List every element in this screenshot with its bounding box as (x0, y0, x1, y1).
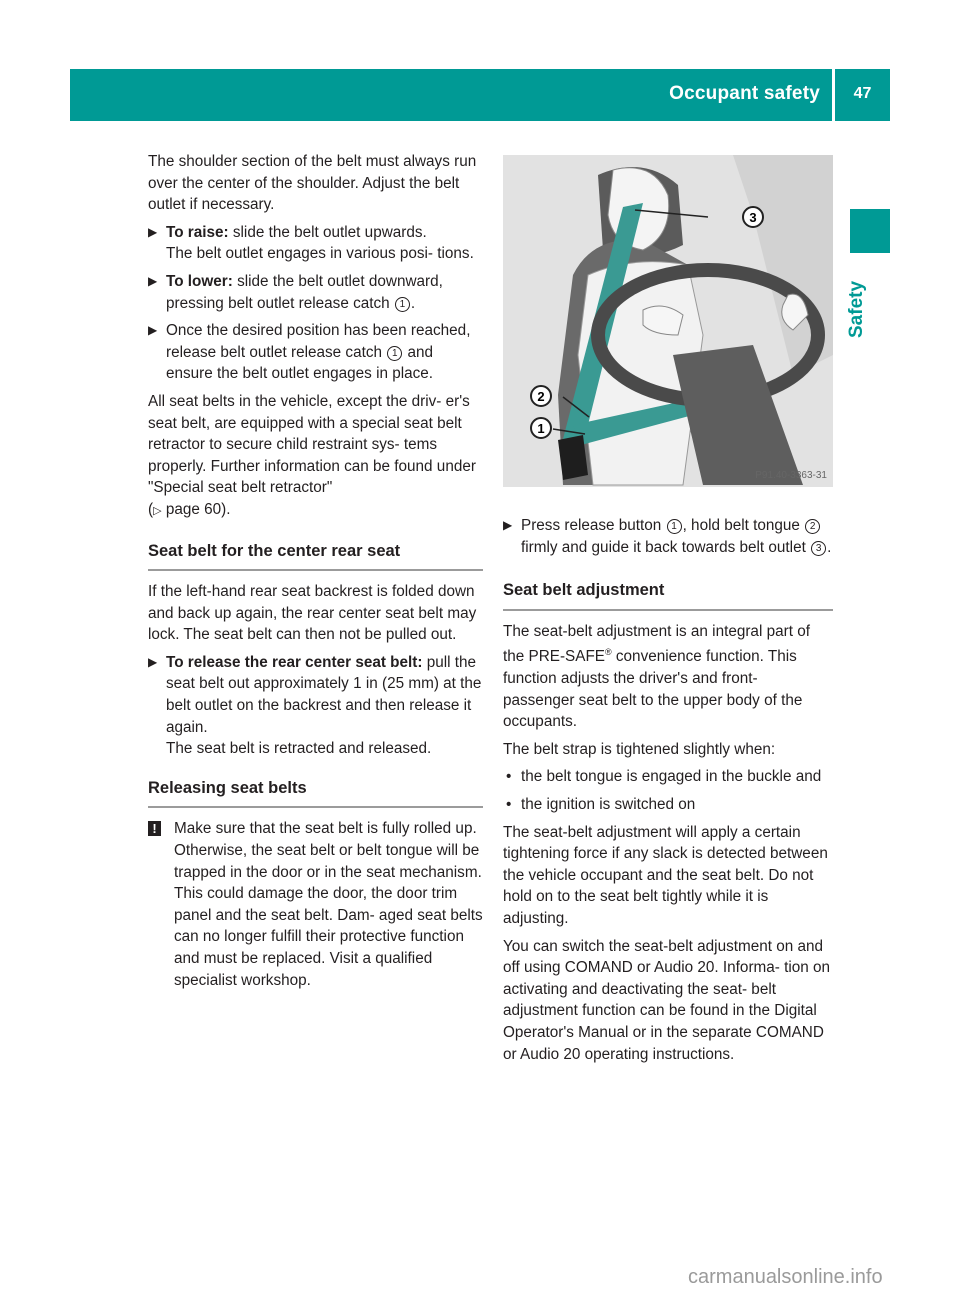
buckle (558, 435, 588, 480)
center-rear-intro: If the left-hand rear seat backrest is folded down and back up again, the rear center seat belt may lock. The seat belt can then not be pulled out. (148, 583, 477, 644)
bullet-item (503, 766, 833, 788)
step-text: , hold belt tongue (682, 517, 805, 534)
step-release-belt (503, 515, 833, 558)
callout-ref-3: 3 (811, 541, 826, 556)
callout-ref-2: 2 (805, 519, 820, 534)
step-text: firmly and guide it back towards belt outlet (521, 538, 811, 556)
step-result: The seat belt is retracted and released. (166, 740, 432, 758)
step-text-end: . (410, 294, 416, 312)
para-text: The seat-belt adjustment is an integral part of the PRE-SAFE (503, 622, 810, 666)
seat-belt-illustration (503, 155, 833, 487)
note-text: All seat belts in the vehicle, except the driv- er's seat belt, are equipped with a special seat belt retractor to secure child restraint sys- tems properly. Further information can be found under "Special seat belt retractor" (148, 392, 476, 497)
callout-2-label: 2 (537, 389, 545, 404)
figure-code: P91.40-3363-31 (755, 470, 827, 481)
bullet-dot-icon: • (506, 768, 512, 786)
callout-1-label: 1 (537, 421, 545, 436)
bullet-text: the belt tongue is engaged in the buckle and (521, 768, 822, 786)
step-label: To lower: (166, 272, 233, 290)
tightened-when: The belt strap is tightened slightly when: (503, 740, 776, 758)
step-text: Once the desired position has been reached, release belt outlet release catch (166, 322, 471, 361)
heading-center-rear-seat: Seat belt for the center rear seat (148, 541, 483, 572)
step-arrow-icon: ▶ (148, 273, 158, 288)
step-arrow-icon: ▶ (148, 323, 158, 338)
left-column (148, 151, 483, 991)
bullet-item (503, 794, 833, 816)
para-text: convenience function. This function adjusts the driver's and front- passenger seat belt to the upper body of the occupants. (503, 648, 803, 731)
heading-seat-belt-adjustment: Seat belt adjustment (503, 580, 833, 611)
section-title-banner (70, 69, 832, 121)
page-ref-link[interactable]: page 60 (165, 500, 222, 518)
step-result: The belt outlet engages in various posi- tions. (166, 245, 474, 263)
adjustment-intro (503, 621, 833, 733)
step-raise (148, 222, 483, 265)
callout-3-label: 3 (749, 210, 757, 225)
warning-exclamation-icon: ! (148, 821, 161, 836)
intro-paragraph: The shoulder section of the belt must always run over the center of the shoulder. Adjust the belt outlet if necessary. (148, 153, 477, 214)
tightening-force-note: The seat-belt adjustment will apply a certain tightening force if any slack is detected between the vehicle occupant and the seat belt. Do not hold on to the seat belt tightly while it is adjusting. (503, 823, 828, 927)
chapter-tab-label: Safety (846, 280, 867, 338)
step-arrow-icon: ▶ (503, 518, 513, 532)
right-column (503, 515, 833, 1071)
child-restraint-note: All seat belts in the vehicle, except the driv- er's seat belt, are equipped with a special seat belt retractor to secure child restraint sys- tems properly. Further information can be found under "Special seat belt retractor" (▷ page 60). (148, 392, 476, 518)
step-release-catch (148, 320, 483, 385)
warning-text: Make sure that the seat belt is fully rolled up. Otherwise, the seat belt or belt tongue will be trapped in the door or in the seat mechanism. This could damage the door, the door trim panel and the seat belt. Dam- aged seat belts can no longer fulfill their protective function and must be replaced. Visit a qualified specialist workshop. (174, 820, 483, 989)
callout-ref-1: 1 (387, 346, 402, 361)
chapter-tab-marker (850, 209, 890, 253)
illustration-graphic (503, 155, 833, 487)
section-title: Occupant safety (669, 83, 820, 104)
step-text: pull the seat belt out approximately 1 in (25 mm) at the belt outlet on the backrest and then release it again. (166, 653, 482, 736)
registered-mark: ® (605, 647, 612, 658)
step-text: slide the belt outlet upwards. (228, 223, 427, 241)
page-header (70, 69, 890, 121)
step-text: slide the belt outlet downward, pressing belt outlet release catch (166, 272, 443, 312)
step-arrow-icon: ▶ (148, 224, 158, 239)
comand-audio-note: You can switch the seat-belt adjustment on and off using COMAND or Audio 20. Informa- tion on activating and deactivating the seat- belt adjustment function can be found in the Digital Operator's Manual or in the separate COMAND or Audio 20 operating instructions. (503, 937, 831, 1063)
step-arrow-icon: ▶ (148, 654, 158, 669)
bullet-text: the ignition is switched on (521, 796, 696, 814)
page-number-box (835, 69, 890, 121)
step-release-rear-center (148, 652, 483, 760)
step-text: Press release button (521, 517, 666, 534)
callout-ref-1: 1 (395, 297, 410, 312)
heading-releasing-seat-belts: Releasing seat belts (148, 778, 483, 809)
page-number: 47 (853, 85, 872, 102)
step-label: To raise: (166, 223, 229, 241)
page-ref-arrow-icon: ▷ (153, 504, 162, 517)
step-label: To release the rear center seat belt: (166, 653, 423, 671)
material-damage-warning (148, 818, 483, 991)
callout-ref-1: 1 (667, 519, 682, 534)
bullet-dot-icon: • (506, 796, 512, 814)
watermark: carmanualsonline.info (688, 1266, 883, 1288)
step-text-end: . (827, 538, 832, 556)
step-lower (148, 271, 483, 314)
step-text-end: and ensure the belt outlet engages in place. (166, 343, 434, 383)
